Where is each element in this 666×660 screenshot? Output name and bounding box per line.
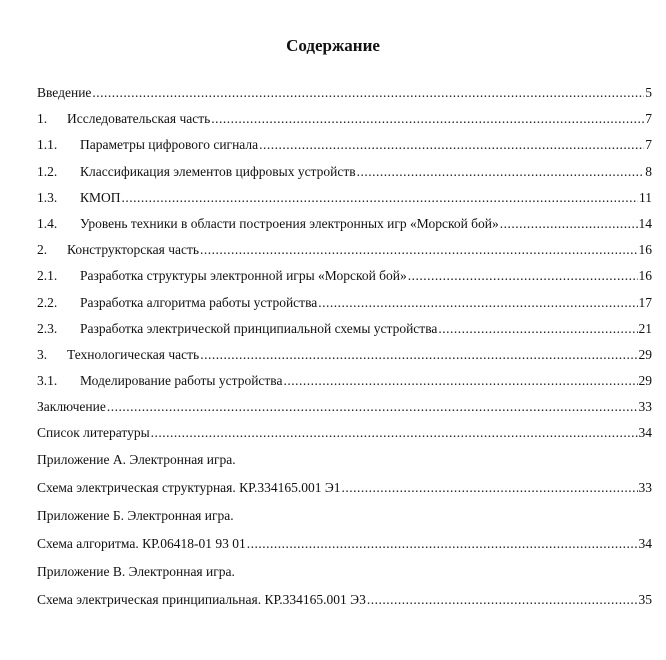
toc-entry[interactable] [37, 111, 652, 137]
toc-entry-page: 17 [638, 294, 652, 310]
toc-entry-page: 33 [638, 399, 652, 415]
toc-entry-page: 8 [645, 163, 652, 179]
appendix-entry[interactable] [37, 592, 652, 620]
toc-entry[interactable] [37, 425, 652, 451]
toc-entry-label: Моделирование работы устройства [80, 373, 283, 389]
toc-entry-label: Заключение [37, 399, 106, 415]
toc-entry-number: 3.1. [37, 373, 58, 389]
toc-entry-label: Классификация элементов цифровых устройств [80, 163, 356, 179]
dot-leader [438, 321, 637, 337]
toc-entry-number: 1.3. [37, 189, 58, 205]
toc-entry[interactable] [37, 373, 652, 399]
toc-entry-label: Введение [37, 85, 92, 100]
toc-entry-page: 29 [638, 346, 652, 362]
toc-entry-page: 7 [645, 137, 652, 153]
toc-entry[interactable] [37, 347, 652, 373]
toc-entry-label: Список литературы [37, 425, 150, 441]
dot-leader [357, 164, 645, 180]
dot-leader [247, 536, 638, 552]
dot-leader [122, 190, 638, 206]
dot-leader [200, 347, 637, 363]
toc-entry-label: Технологическая часть [67, 346, 200, 362]
page-title: Содержание [286, 36, 380, 55]
toc-entry-page: 34 [638, 425, 652, 441]
toc-entry-page: 7 [645, 111, 652, 127]
appendix-entry-label: Схема электрическая структурная. КР.334165.001 Э1 [37, 479, 341, 495]
toc-entry-number: 1. [37, 111, 48, 127]
appendix-entry-label: Схема алгоритма. КР.06418-01 93 01 [37, 535, 246, 551]
dot-leader [200, 242, 637, 258]
dot-leader [500, 216, 638, 232]
toc-entry-number: 1.2. [37, 163, 58, 179]
toc-entry-label: Уровень техники в области построения электронных игр «Морской бой» [80, 215, 499, 231]
toc-entry[interactable] [37, 216, 652, 242]
toc-entry-number: 3. [37, 346, 48, 362]
dot-leader [259, 137, 644, 153]
appendix-entry-label: Схема электрическая принципиальная. КР.334165.001 Э3 [37, 591, 366, 607]
toc-entry-number: 2.3. [37, 320, 58, 336]
toc-entry-label: Разработка электрической принципиальной схемы устройства [80, 320, 438, 336]
toc-entry-page: 16 [638, 268, 652, 284]
toc-entry[interactable] [37, 242, 652, 268]
toc-entry[interactable] [37, 295, 652, 321]
toc-entry-number: 2.1. [37, 268, 58, 284]
toc-entry-number: 2.2. [37, 294, 58, 310]
toc-entry-number: 2. [37, 242, 48, 258]
appendix-heading: Приложение В. Электронная игра. [37, 563, 235, 579]
dot-leader [342, 480, 638, 496]
toc-entry-page: 14 [638, 215, 652, 231]
toc-entry-number: 1.4. [37, 215, 58, 231]
dot-leader [408, 268, 638, 284]
toc-entry-label: Разработка алгоритма работы устройства [80, 294, 318, 310]
appendix-entry-page: 33 [638, 479, 652, 495]
toc-entry-label: Исследовательская часть [67, 111, 211, 127]
dot-leader [211, 111, 644, 127]
toc-entry-label: Конструкторская часть [67, 242, 200, 258]
toc-entry-label: Параметры цифрового сигнала [80, 137, 259, 153]
toc-entry-label: КМОП [80, 189, 121, 205]
dot-leader [151, 425, 638, 441]
dot-leader [107, 399, 638, 415]
appendix-entry-page: 34 [638, 535, 652, 551]
toc-entry-page: 16 [638, 242, 652, 258]
appendix-heading: Приложение Б. Электронная игра. [37, 507, 234, 523]
toc-entry[interactable] [37, 164, 652, 190]
toc-entry-page: 11 [639, 189, 652, 205]
toc-entry[interactable] [37, 268, 652, 294]
dot-leader [92, 85, 644, 101]
toc-entry-label: Разработка структуры электронной игры «Морской бой» [80, 268, 407, 284]
toc-entry-number: 1.1. [37, 137, 58, 153]
toc-entry-page: 5 [645, 85, 652, 100]
appendix-entry[interactable] [37, 480, 652, 508]
toc-entry[interactable] [37, 190, 652, 216]
toc-entry-page: 29 [638, 373, 652, 389]
toc-entry[interactable] [37, 85, 652, 111]
toc-entry[interactable] [37, 137, 652, 163]
appendix-entry[interactable] [37, 536, 652, 564]
table-of-contents [37, 85, 652, 620]
dot-leader [367, 592, 638, 608]
toc-entry[interactable] [37, 399, 652, 425]
dot-leader [318, 295, 637, 311]
appendix-heading: Приложение А. Электронная игра. [37, 451, 236, 467]
appendix-entry-page: 35 [638, 591, 652, 607]
dot-leader [284, 373, 638, 389]
toc-entry[interactable] [37, 321, 652, 347]
toc-entry-page: 21 [638, 320, 652, 336]
